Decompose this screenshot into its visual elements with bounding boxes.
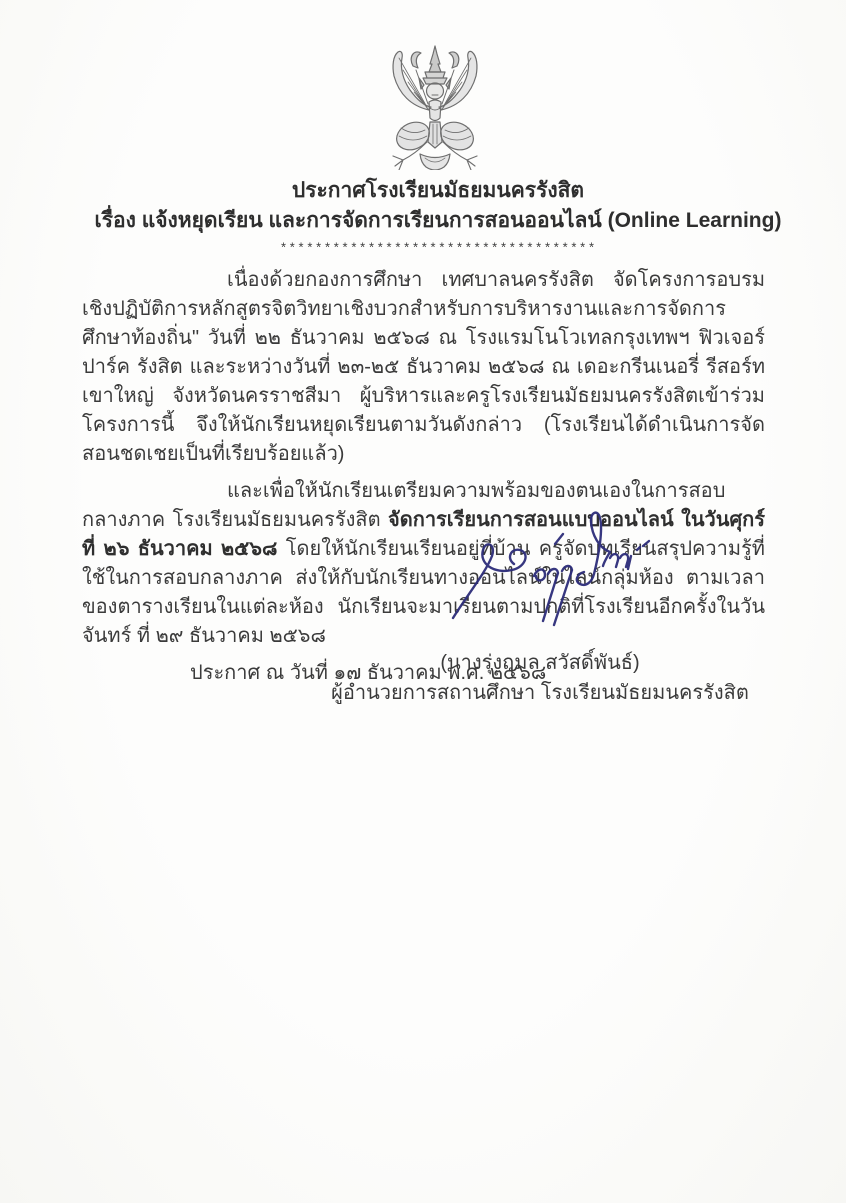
- garuda-emblem-icon: [374, 44, 496, 170]
- signer-name: (นางรุ่งฤมล สวัสดิ์พันธ์): [440, 652, 640, 674]
- document-body: [82, 266, 765, 688]
- paragraph-2-lead: และเพื่อให้นักเรียนเตรียมความพร้อมของตนเองในการสอบกลางภาค โรงเรียนมัธยมนครรังสิต: [82, 480, 726, 531]
- announcement-subject: เรื่อง แจ้งหยุดเรียน และการจัดการเรียนการสอนออนไลน์ (Online Learning): [94, 209, 782, 232]
- announcement-title: ประกาศโรงเรียนมัธยมนครรังสิต: [291, 179, 585, 202]
- paragraph-2-rest: โดยให้นักเรียนเรียนอยู่ที่บ้าน ครูจัดบทเรียนสรุปความรู้ที่ใช้ในการสอบกลางภาค ส่งให้กับนักเรียนทางออนไลน์ในไลน์กลุ่มห้อง ตามเวลาของตารางเรียนในแต่ละห้อง นักเรียนจะมาเรียนตามปกติที่โรงเรียนอีกครั้งในวันจันทร์ ที่ ๒๙ ธันวาคม ๒๕๖๘: [82, 538, 765, 647]
- document-header: [30, 176, 846, 256]
- paragraph-2: [82, 477, 765, 651]
- signer-block: [240, 648, 840, 708]
- signature-scribble-icon: [438, 506, 660, 652]
- paragraph-2-bold-date: จัดการเรียนการสอนแบบออนไลน์ ในวันศุกร์ ที่ ๒๖ ธันวาคม ๒๕๖๘: [82, 509, 765, 560]
- asterisk-divider: ************************************: [279, 241, 597, 256]
- paragraph-1: เนื่องด้วยกองการศึกษา เทศบาลนครรังสิต จัดโครงการอบรมเชิงปฏิบัติการหลักสูตรจิตวิทยาเชิงบวกสำหรับการบริหารงานและการจัดการศึกษาท้องถิ่น" วันที่ ๒๒ ธันวาคม ๒๕๖๘ ณ โรงแรมโนโวเทลกรุงเทพฯ ฟิวเจอร์ปาร์ค รังสิต และระหว่างวันที่ ๒๓-๒๕ ธันวาคม ๒๕๖๘ ณ เดอะกรีนเนอรี่ รีสอร์ท เขาใหญ่ จังหวัดนครราชสีมา ผู้บริหารและครูโรงเรียนมัธยมนครรังสิตเข้าร่วมโครงการนี้ จึงให้นักเรียนหยุดเรียนตามวันดังกล่าว (โรงเรียนได้ดำเนินการจัดสอนชดเชยเป็นที่เรียบร้อยแล้ว): [82, 269, 765, 465]
- signer-position: ผู้อำนวยการสถานศึกษา โรงเรียนมัธยมนครรังสิต: [331, 682, 749, 704]
- announcement-date-line: ประกาศ ณ วันที่ ๑๗ ธันวาคม พ.ศ. ๒๕๖๘: [190, 662, 547, 684]
